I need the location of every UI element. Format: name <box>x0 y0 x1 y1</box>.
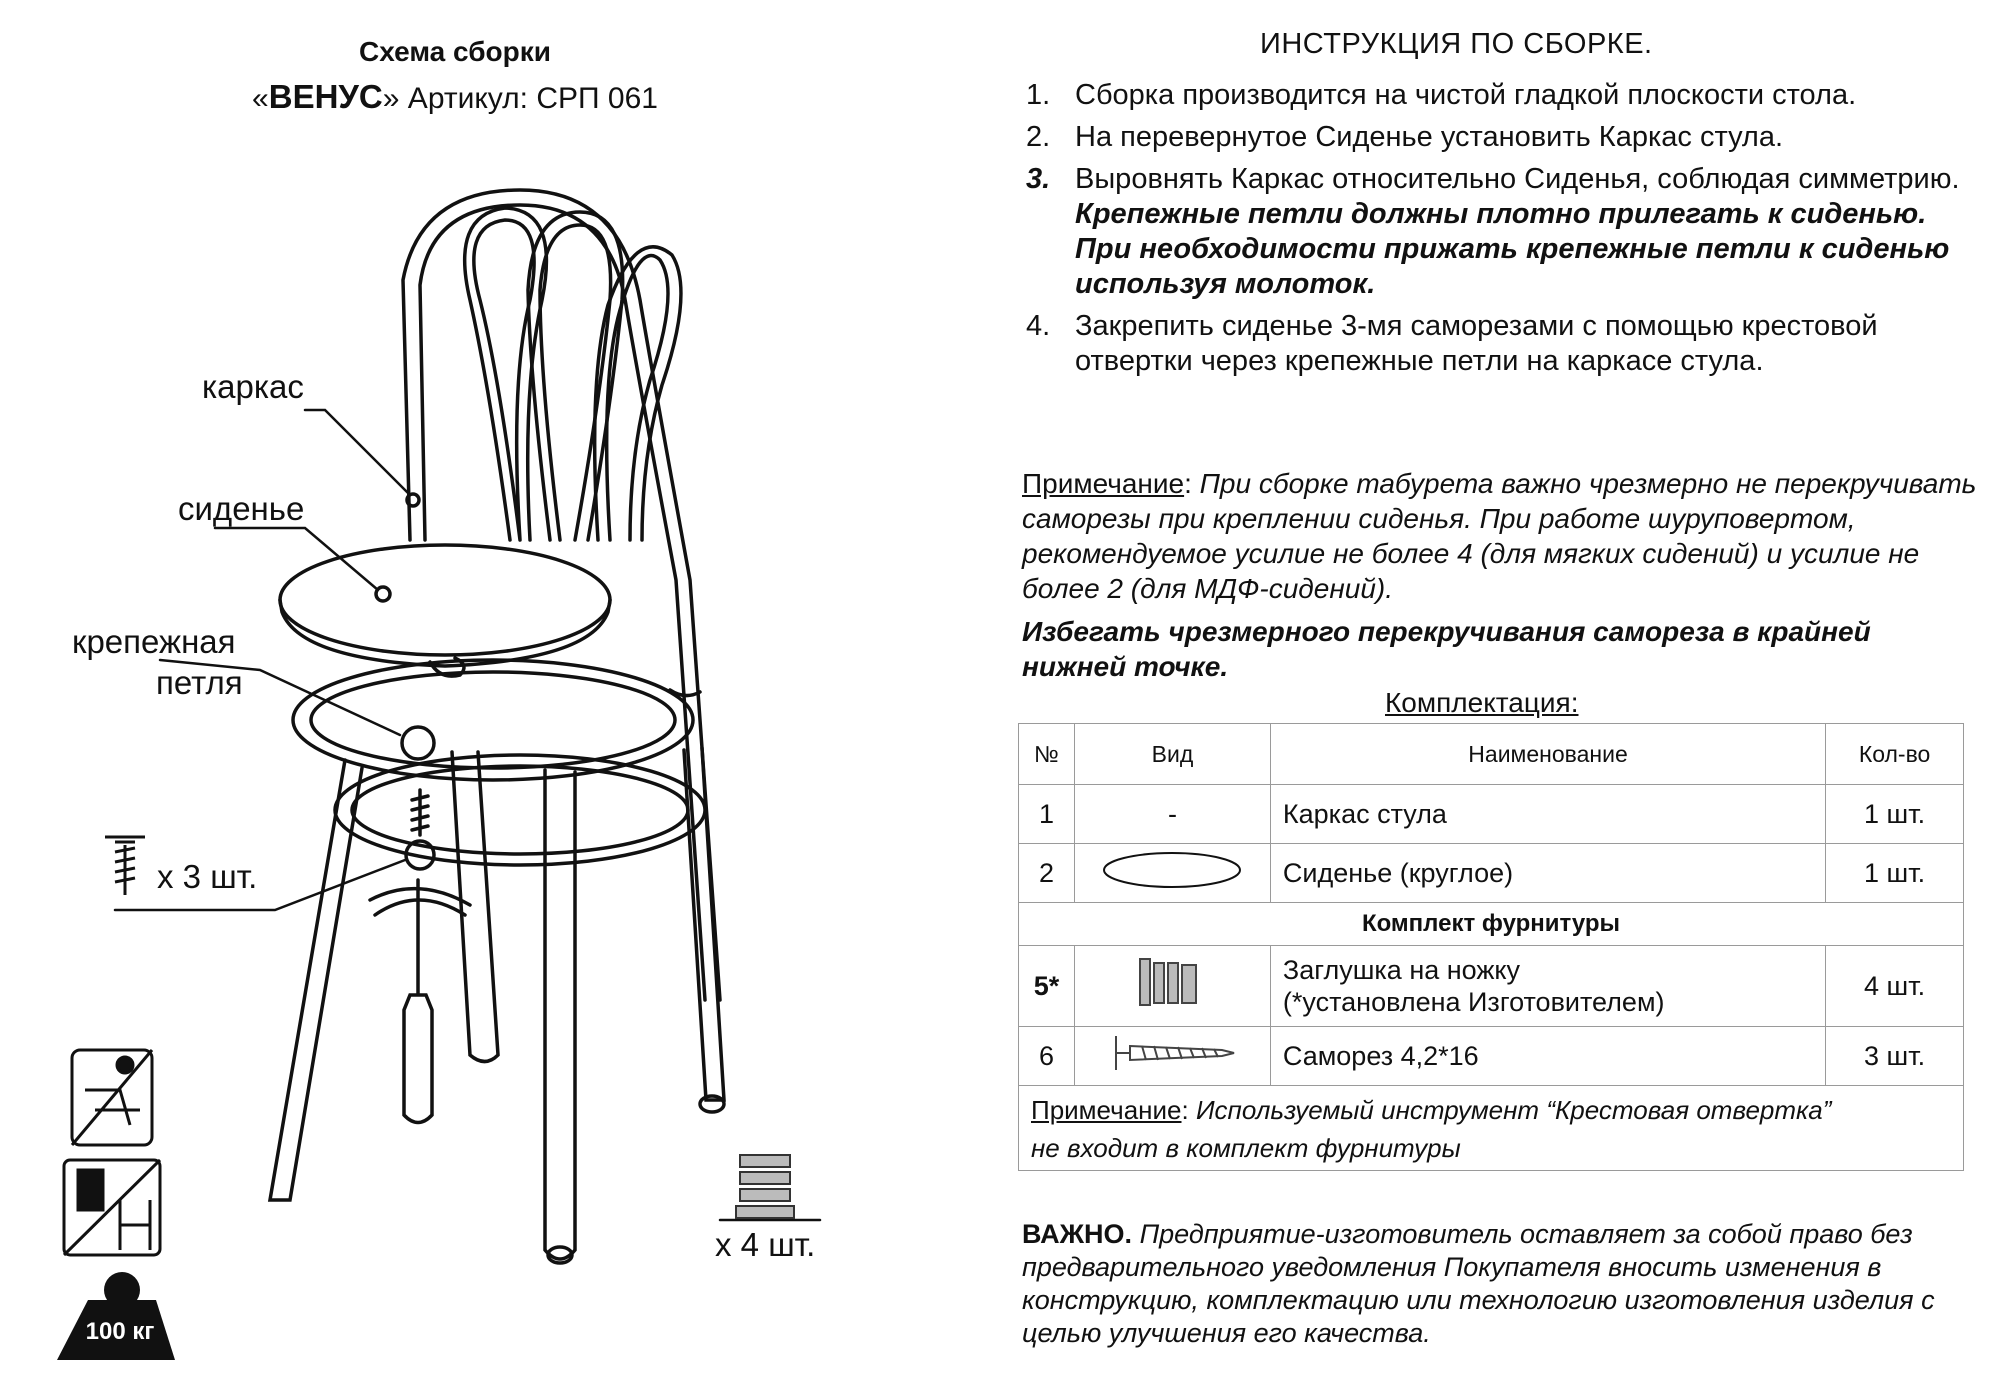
scheme-title: Схема сборки <box>359 36 551 67</box>
table-row: 2 Сиденье (круглое) 1 шт. <box>1019 844 1964 903</box>
backrest-frame <box>403 190 720 1000</box>
cap-icon <box>736 1155 794 1218</box>
article-number: Артикул: СРП 061 <box>399 82 658 115</box>
table-row: 5* Заглушка на ножку (*установлена Изготовителем) 4 шт. <box>1019 946 1964 1027</box>
screwdriver <box>404 880 432 1123</box>
backrest-frame-inner <box>420 205 705 1000</box>
no-standing-icon <box>72 1050 152 1145</box>
important-text: Предприятие-изготовитель оставляет за собой право без предварительного уведомления Покупателя вносить изменения в конструкцию, комплектацию или технологию изготовления изделия с целью улучшения его качества. <box>1022 1219 1935 1348</box>
screw-drawing <box>412 790 428 835</box>
weight-limit-text: 100 кг <box>85 1318 155 1345</box>
kit-footnote-row: Примечание: Используемый инструмент “Крестовая отвертка” не входит в комплект фурнитуры <box>1019 1086 1964 1171</box>
header-view: Вид <box>1074 724 1270 785</box>
label-caps-count: x 4 шт. <box>715 1226 816 1263</box>
important-label: ВАЖНО. <box>1022 1219 1133 1249</box>
label-seat: сиденье <box>178 490 305 527</box>
note-text: При сборке табурета важно чрезмерно не перекручивать саморезы при креплении сиденья. При работе шуруповертом, рекомендуемое усилие не более 4 (для мягких сидений) и усилие не более 2 (для МДФ-сидений). <box>1022 468 1977 604</box>
seat-ellipse <box>280 545 610 655</box>
instruction-steps <box>1020 78 1980 386</box>
kit-table <box>1018 723 1964 1171</box>
step-2: 2. На перевернутое Сиденье установить Каркас стула. <box>1026 121 1784 153</box>
table-row: 6 Саморез 4,2*16 3 шт. <box>1019 1027 1964 1086</box>
seat-ring <box>293 660 693 780</box>
open-quote: « <box>252 82 269 115</box>
leg-front-right <box>545 770 575 1259</box>
leg-cap-icon <box>1132 953 1212 1013</box>
no-tilting-icon <box>64 1160 160 1255</box>
instructions-title: ИНСТРУКЦИЯ ПО СБОРКЕ. <box>1260 28 1653 60</box>
kit-header-row <box>1019 724 1964 785</box>
footnote-label: Примечание <box>1031 1095 1182 1125</box>
kit-title: Комплектация: <box>1385 687 1579 718</box>
header-no: № <box>1019 724 1075 785</box>
label-screws-count: x 3 шт. <box>157 858 258 895</box>
leg-ring <box>335 755 705 865</box>
leader-seat <box>215 528 378 590</box>
step-4: 4. Закрепить сиденье 3-мя саморезами с помощью крестовой отвертки через крепежные петли на каркасе стула. <box>1026 310 1878 377</box>
screw-icon <box>105 837 145 895</box>
step-3: 3. Выровнять Каркас относительно Сиденья, соблюдая симметрию. Крепежные петли должны плотно прилегать к сиденью. При необходимости прижать крепежные петли к сиденью используя молоток. <box>1026 163 1960 300</box>
label-loop-line2: петля <box>156 664 243 701</box>
assembly-note: Примечание: При сборке табурета важно чрезмерно не перекручивать саморезы при креплении сиденья. При работе шуруповертом, рекомендуемое усилие не более 4 (для мягких сидений) и усилие не более 2 (для МДФ-сидений). <box>1022 468 1977 604</box>
step-3-emphasis-1: Крепежные петли должны плотно прилегать к сиденью. <box>1075 198 1927 230</box>
back-loop-center <box>540 225 611 540</box>
header-name: Наименование <box>1270 724 1825 785</box>
seat-oval-icon <box>1102 850 1242 890</box>
step-3-emphasis-2: При необходимости прижать крепежные петли к сиденью используя молоток. <box>1075 233 1950 300</box>
leader-frame <box>305 410 410 495</box>
note-label: Примечание <box>1022 468 1185 499</box>
header-qty: Кол-во <box>1826 724 1964 785</box>
important-notice <box>1022 1218 1982 1350</box>
label-loop-line1: крепежная <box>72 623 236 660</box>
warning-text: Избегать чрезмерного перекручивания самореза в крайней нижней точке. <box>1022 616 1871 682</box>
product-name: ВЕНУС <box>268 78 383 115</box>
screw-table-icon <box>1102 1028 1242 1078</box>
table-row: 1 - Каркас стула 1 шт. <box>1019 785 1964 844</box>
close-quote: » <box>382 82 400 115</box>
leg-front-left <box>270 760 362 1200</box>
leg-back-left <box>452 752 498 1062</box>
label-frame: каркас <box>202 368 304 405</box>
kit-group-title: Комплект фурнитуры <box>1019 903 1964 946</box>
step-1: 1. Сборка производится на чистой гладкой плоскости стола. <box>1026 79 1857 111</box>
weight-limit-icon <box>57 1272 175 1360</box>
kit-group-row <box>1019 903 1964 946</box>
